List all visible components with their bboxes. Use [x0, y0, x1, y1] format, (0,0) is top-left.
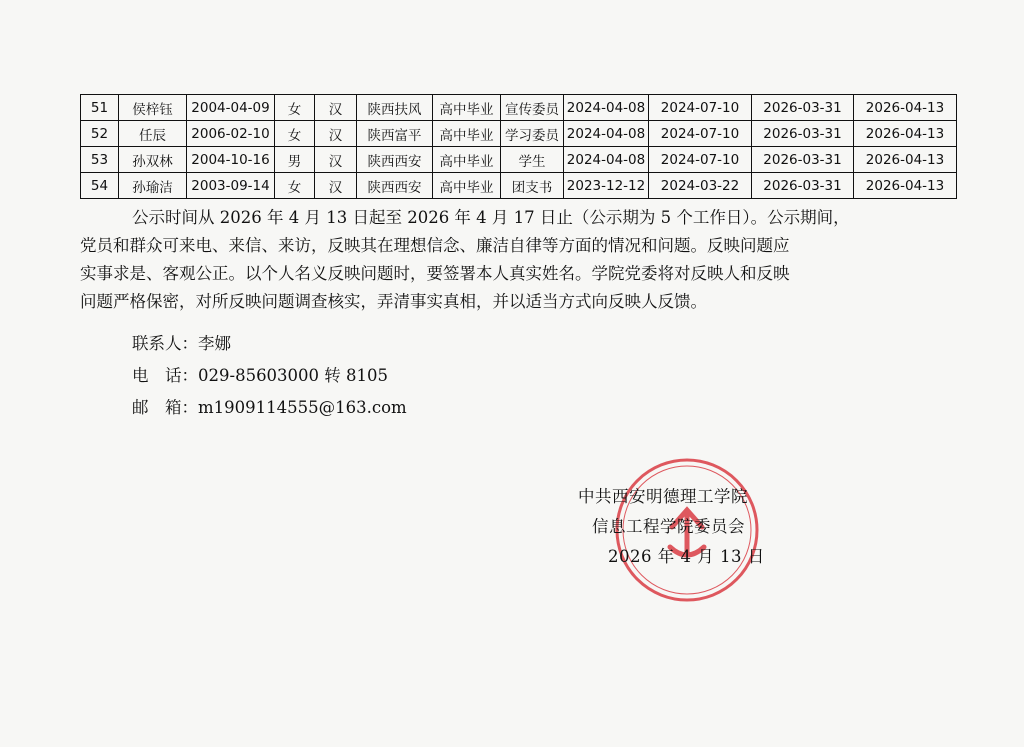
table-cell: 2024-07-10 [649, 147, 752, 173]
table-cell: 汉 [315, 95, 357, 121]
table-cell: 陕西富平 [357, 121, 433, 147]
table-cell: 侯梓钰 [119, 95, 187, 121]
table-cell: 2024-04-08 [564, 95, 649, 121]
notice-line: 公示时间从 2026 年 4 月 13 日起至 2026 年 4 月 17 日止（公示期为 5 个工作日）。公示期间， [132, 208, 850, 227]
table-cell: 女 [275, 95, 315, 121]
table-cell: 高中毕业 [433, 147, 501, 173]
contact-person-label: 联系人： [132, 334, 198, 353]
table-cell: 高中毕业 [433, 173, 501, 199]
table-cell: 团支书 [501, 173, 564, 199]
table-cell: 2026-03-31 [752, 147, 854, 173]
table-cell: 2004-04-09 [187, 95, 275, 121]
table-cell: 汉 [315, 147, 357, 173]
table-cell: 汉 [315, 173, 357, 199]
table-cell: 2026-04-13 [854, 95, 957, 121]
table-cell: 2023-12-12 [564, 173, 649, 199]
table-cell: 高中毕业 [433, 95, 501, 121]
table-row [81, 95, 957, 121]
table-cell: 陕西西安 [357, 173, 433, 199]
table-row [81, 147, 957, 173]
table-cell: 53 [81, 147, 119, 173]
table-cell: 2026-03-31 [752, 95, 854, 121]
table-cell: 2024-04-08 [564, 121, 649, 147]
table-cell: 陕西西安 [357, 147, 433, 173]
table-cell: 宣传委员 [501, 95, 564, 121]
table-cell: 高中毕业 [433, 121, 501, 147]
table-cell: 学生 [501, 147, 564, 173]
notice-line: 党员和群众可来电、来信、来访，反映其在理想信念、廉洁自律等方面的情况和问题。反映问题应 [80, 236, 790, 255]
table-cell: 孙双林 [119, 147, 187, 173]
table-cell: 2024-03-22 [649, 173, 752, 199]
notice-line: 问题严格保密，对所反映问题调查核实，弄清事实真相，并以适当方式向反映人反馈。 [80, 292, 707, 311]
signature-org-line1: 中共西安明德理工学院 [578, 487, 748, 506]
table-cell: 任辰 [119, 121, 187, 147]
contact-phone-line [132, 362, 388, 386]
contact-email-label: 邮 箱： [132, 398, 198, 417]
table-cell: 2024-07-10 [649, 95, 752, 121]
table-cell: 2024-07-10 [649, 121, 752, 147]
table-cell: 52 [81, 121, 119, 147]
table-cell: 2003-09-14 [187, 173, 275, 199]
table-cell: 2024-04-08 [564, 147, 649, 173]
table-row [81, 121, 957, 147]
table-cell: 女 [275, 121, 315, 147]
contact-person-line [132, 330, 231, 354]
notice-paragraph [80, 204, 960, 316]
table-cell: 孙瑜洁 [119, 173, 187, 199]
table-cell: 2006-02-10 [187, 121, 275, 147]
table-cell: 陕西扶风 [357, 95, 433, 121]
notice-line: 实事求是、客观公正。以个人名义反映问题时，要签署本人真实姓名。学院党委将对反映人和反映 [80, 264, 790, 283]
table-cell: 2026-03-31 [752, 121, 854, 147]
roster-table [80, 94, 957, 199]
contact-person-name: 李娜 [198, 334, 231, 353]
table-cell: 51 [81, 95, 119, 121]
signature-org-line2: 信息工程学院委员会 [592, 517, 745, 536]
table-cell: 学习委员 [501, 121, 564, 147]
table-cell: 2026-04-13 [854, 121, 957, 147]
table-cell: 2026-04-13 [854, 147, 957, 173]
contact-email-value: m1909114555@163.com [198, 398, 407, 417]
table-cell: 54 [81, 173, 119, 199]
table-cell: 2026-04-13 [854, 173, 957, 199]
table-cell: 汉 [315, 121, 357, 147]
signature-date: 2026 年 4 月 13 日 [608, 547, 765, 566]
table-cell: 2026-03-31 [752, 173, 854, 199]
contact-email-line [132, 394, 407, 418]
table-cell: 2004-10-16 [187, 147, 275, 173]
table-cell: 女 [275, 173, 315, 199]
roster-table-body [81, 95, 957, 199]
contact-phone-value: 029-85603000 转 8105 [198, 366, 389, 385]
contact-phone-label: 电 话： [132, 366, 198, 385]
table-cell: 男 [275, 147, 315, 173]
table-row [81, 173, 957, 199]
